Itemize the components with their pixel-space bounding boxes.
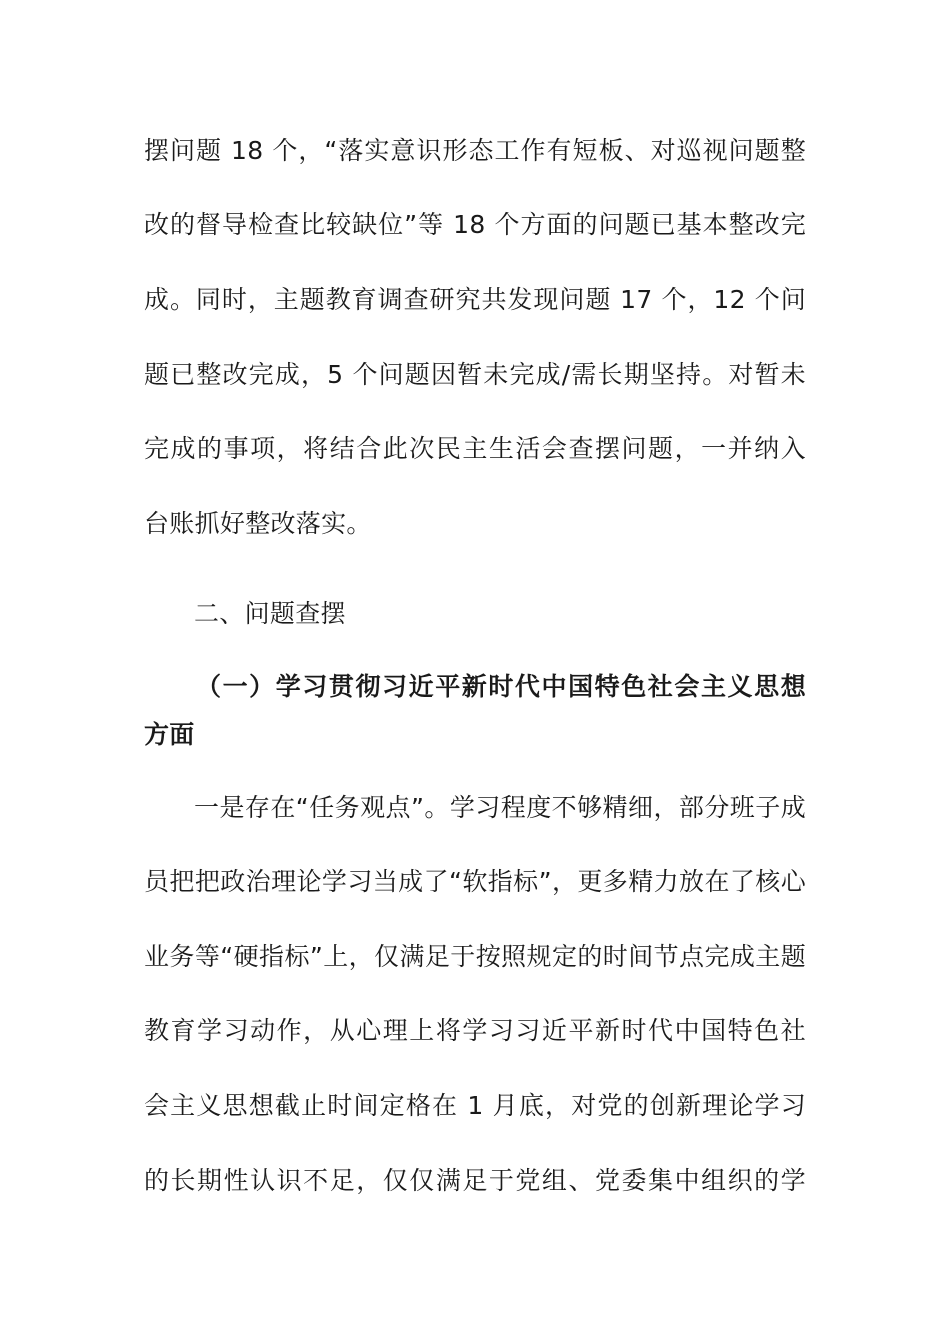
- paragraph-line: 完成的事项，将结合此次民主生活会查摆问题，一并纳入: [144, 434, 806, 463]
- subsection-heading-line: 方面: [144, 720, 195, 749]
- paragraph-line: 的长期性认识不足，仅仅满足于党组、党委集中组织的学: [144, 1166, 806, 1195]
- paragraph-line: 摆问题 18 个，“落实意识形态工作有短板、对巡视问题整: [144, 136, 806, 165]
- subsection-heading-line: （一）学习贯彻习近平新时代中国特色社会主义思想: [196, 672, 806, 701]
- paragraph-line: 业务等“硬指标”上，仅满足于按照规定的时间节点完成主题: [144, 942, 806, 971]
- paragraph-line: 员把把政治理论学习当成了“软指标”，更多精力放在了核心: [144, 867, 806, 896]
- paragraph-line: 成。同时，主题教育调查研究共发现问题 17 个，12 个问: [144, 285, 806, 314]
- paragraph-line: 会主义思想截止时间定格在 1 月底，对党的创新理论学习: [144, 1091, 806, 1120]
- paragraph-line: 一是存在“任务观点”。学习程度不够精细，部分班子成: [194, 793, 806, 822]
- paragraph-line: 改的督导检查比较缺位”等 18 个方面的问题已基本整改完: [144, 210, 806, 239]
- paragraph-line: 教育学习动作，从心理上将学习习近平新时代中国特色社: [144, 1016, 806, 1045]
- section-heading: 二、问题查摆: [194, 599, 346, 628]
- paragraph-line: 题已整改完成，5 个问题因暂未完成/需长期坚持。对暂未: [144, 360, 806, 389]
- paragraph-line: 台账抓好整改落实。: [144, 509, 372, 538]
